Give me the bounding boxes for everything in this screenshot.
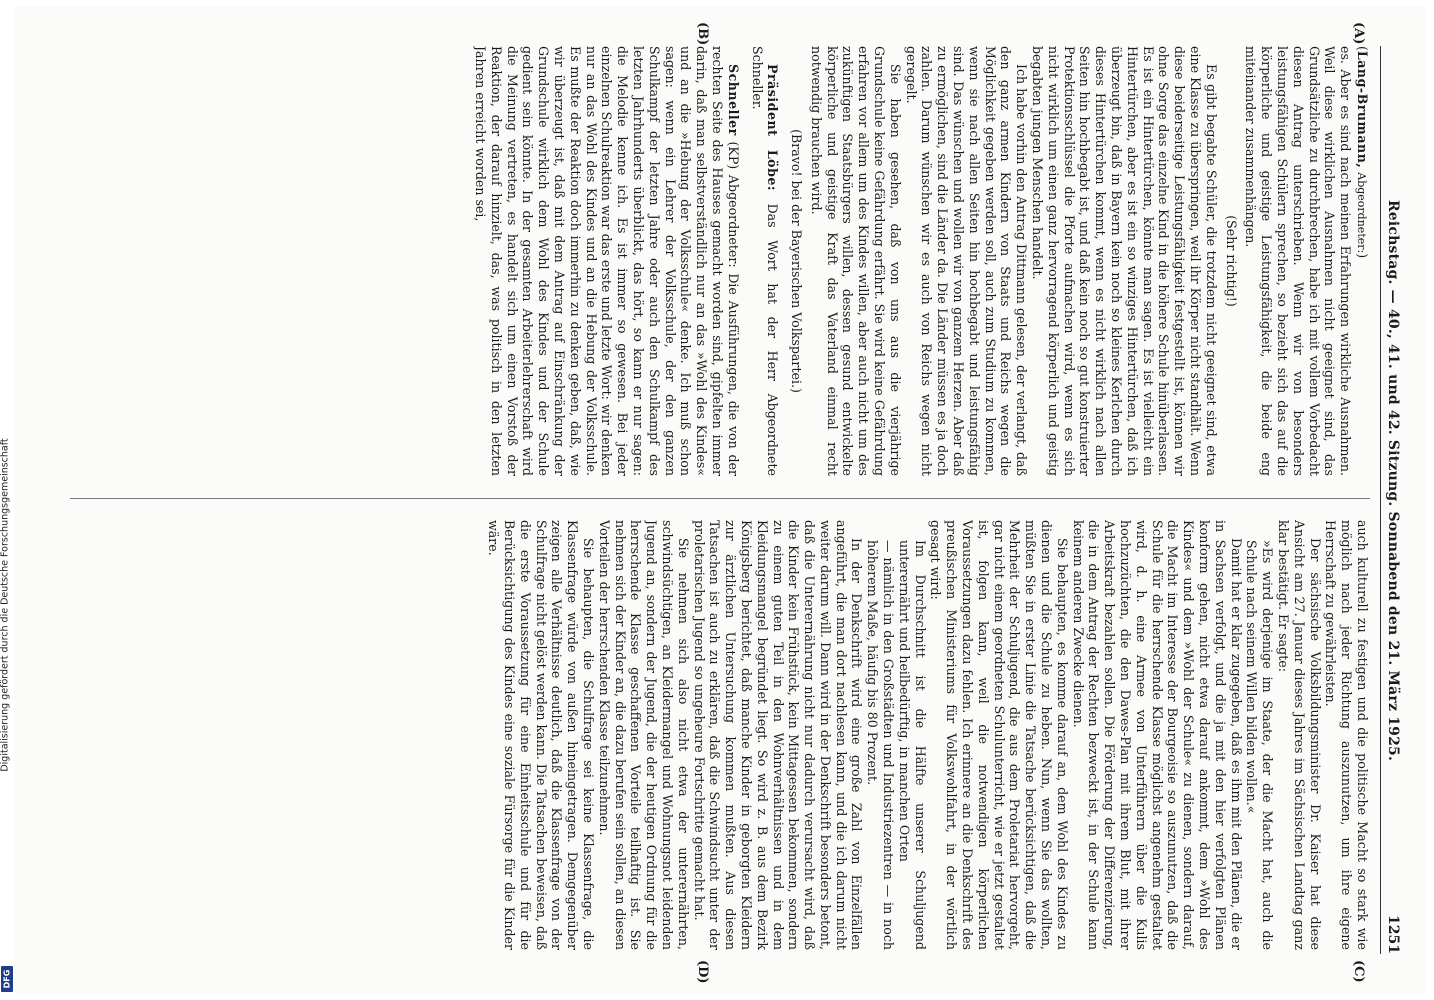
running-head: [1380, 46, 1410, 954]
quotation: »Es wird derjenige im Staate, der die Macht hat, auch die Schule nach seinem Willen bilden wollen.«: [1244, 540, 1276, 950]
paragraph: In der Denkschrift wird eine große Zahl von Einzelfällen angeführt, die man dort nachlesen kann, und die ich darum nicht weiter darum will. Dann wird in der Denkschrift besonders betont, daß die Unterernährung nicht nur dadurch verursacht wird, daß die Kinder kein Frühstück, kein Mittagessen bekommen, sondern zu einem guten Teil in den Wohnverhältnissen und in dem Kleidungsmangel begründet liegt. So wird z. B. aus dem Bezirk Königsberg berichtet, daß manche Kinder in geborgten Kleidern zur ärztlichen Untersuchung kommen mußten. Aus diesen Tatsachen ist auch zu erklären, daß die Schwindsucht unter der proletarischen Jugend so ungeheure Fortschritte gemacht hat.: [691, 520, 865, 950]
column-divider: [70, 498, 1370, 499]
header-title: Reichstag. — 40., 41. und 42. Sitzung. Sonnabend den 21. März 1925.: [1384, 199, 1401, 762]
paragraph: Sie haben gesehen, daß von uns aus die vierjährige Grundschule keine Gefährdung erfährt. Sie wird keine Gefährdung erfahren vor allem um des Kindes willen, aber auch nicht um des zukünftigen Staatsbürgers willen, dessen gesund entwickelte körperliche und geistige Kraft das Vaterland einmal recht notwendig brauchen wird.: [808, 46, 903, 476]
quotation: — nämlich in den Großstädten und Industriezentren — in noch höherem Maße, häufig bis 80 Prozent.: [865, 540, 897, 950]
paragraph: Ich habe vorhin den Antrag Dittmann gelesen, der verlangt, daß den ganz armen Kindern von Staats und Reichs wegen die Möglichkeit gegeben werden soll, auch zum Studium zu kommen, wenn sie nach allen Seiten hin hochbegabt und leistungsfähig sind. Das wünschen und wollen wir von ganzem Herzen. Aber daß zu ermöglichen, sind die Länder da. Die Länder müssen es ja doch zahlen. Darum wünschen wir es auch von Reichs wegen nicht geregelt.: [903, 46, 1030, 476]
speaker-role: Abgeordneter:: [1355, 172, 1368, 254]
speaker-line: (Lang-Brumann, Abgeordneter:): [1355, 46, 1370, 259]
margin-mark-b: (B): [695, 22, 710, 46]
scanned-page: [14, 6, 1426, 994]
speaker-name: Lang-Brumann,: [1355, 50, 1370, 169]
paragraph: auch kulturell zu festigen und die politische Macht so stark wie möglich nach jeder Richtung auszunutzen, um ihre eigene Herrschaft zu gewährleisten.: [1323, 520, 1370, 950]
page-number: 1251: [1384, 915, 1401, 954]
interjection: (Bravo! bei der Bayerischen Volkspartei.): [789, 129, 805, 393]
paragraph: Sie behaupten, es komme darauf an, dem Wohl des Kindes zu dienen und die Schule zu heben. Nun, wenn Sie das wollten, müßten Sie in erster Linie die Tatsache berücksichtigen, daß die Mehrheit der Schuljugend, die aus dem Proletariat hervorgeht, gar nicht einem geordneten Schulunterricht, wie er jetzt gestaltet ist, folgen kann, weil die notwendigen körperlichen Voraussetzungen dazu fehlen. Ich erinnere an die Denkschrift des preußischen Ministeriums für Volkswohlfahrt, in der wörtlich gesagt wird:: [928, 520, 1070, 950]
margin-mark-d: (D): [695, 960, 710, 984]
margin-mark-c: (C): [1351, 960, 1366, 983]
paragraph-text: Das Wort hat der Herr Abgeordnete Schneller.: [749, 46, 781, 476]
margin-mark-a: (A): [1351, 22, 1366, 45]
credit-text: Digitalisierung gefördert durch die Deutsche Forschungsgemeinschaft: [0, 438, 11, 772]
speaker-paragraph: [749, 46, 781, 476]
dfg-logo: [1, 966, 13, 992]
speaker-paragraph: [472, 46, 741, 476]
paragraph: Sie nehmen sich also nicht etwa der unterernährten, schwindsüchtigen, an Kleidermangel und Wohnungsnot leidenden Jugend an, sondern der Jugend, die der heutigen Ordnung für die herrschende Klasse geschaffenen Vorteile teilhaftig ist. Sie nehmen sich der Kinder an, die dazu berufen sein sollen, an diesen Vorteilen der herrschenden Klasse teilzunehmen.: [596, 520, 691, 950]
left-column: [60, 46, 1370, 476]
speaker-name: Schneller: [725, 64, 741, 136]
digitization-credit: [0, 210, 10, 1000]
rotated-newspaper-page: [30, 20, 1410, 984]
paragraph: Sie behaupten, die Schulfrage sei keine Klassenfrage, die Klassenfrage würde von außen hineingetragen. Demgegenüber zeigen alle Verhältnisse deutlich, daß die Klassenfrage von der Schulfrage nicht gelöst werden kann. Die Tatsachen beweisen, daß die erste Voraussetzung für eine Einheitsschule und für die Berücksichtigung des Kindes eine soziale Fürsorge für die Kinder wäre.: [486, 520, 596, 950]
quotation: Im Durchschnitt ist die Hälfte unserer Schuljugend unterernährt und heilbedürftig, in manchen Orten: [896, 540, 928, 950]
paragraph: Damit hat er klar zugegeben, daß es ihm mit den Plänen, die er in Sachsen verfolgt, und die ja mit den hier verfolgten Plänen konform gehen, nicht etwa darauf ankommt, dem »Wohl des Kindes« und dem »Wohl der Schule« zu dienen, sondern darauf, die Macht im Interesse der Bourgeoisie so auszunutzen, daß die Schule für die herrschende Klasse möglichst angenehm gestaltet wird, d. h. eine Armee von Unterführern über die Kulis hochzuzüchten, die den Dawes-Plan mit ihrem Blut, mit ihrer Arbeitskraft bezahlen sollen. Die Förderung der Differenzierung, die in dem Antrag der Rechten bezweckt ist, in der Schule kann keinem anderen Zwecke dienen.: [1070, 520, 1244, 950]
paragraph-text: Die Ausführungen, die von der rechten Seite des Hauses gemacht worden sind, gipfelten immer darin, daß man selbstverständlich nur an das »Wohl des Kindes« und an die »Hebung der Volksschule« denke. Ich muß schon sagen: wenn ein Lehrer der Volksschule, der den ganzen Schulkampf der letzten Jahre oder auch den Schulkampf des letzten Jahrhunderts überblickt, das hört, so kann er nur sagen: die Melodie kenne ich. Es ist immer so gewesen. Bei jeder einzelnen Schulreaktion war das erste und letzte Wort: wir denken nur an das Wohl des Kindes und an die Hebung der Volksschule. Es mußte der Reaktion doch immerhin zu denken geben, daß, wie wir überzeugt ist, daß mit dem Antrag auf Einschränkung der Grundschule wirklich dem Wohl des Kindes und der Schule gedient sein könnte. In der gesamten Arbeiterlehrerschaft wird die Meinung vertreten, es handelt sich um einen Vorstoß der Reaktion, der darauf hinzielt, das, was politisch in den letzten Jahren erreicht worden sei,: [472, 46, 741, 476]
interjection: (Sehr richtig!): [1223, 215, 1239, 307]
speaker-name: Präsident Löbe:: [765, 64, 781, 192]
paragraph: Es gibt begabte Schüler, die trotzdem nicht geeignet sind, etwa eine Klasse zu überspringen, weil ihr Körper nicht standhält. Wenn diese beiderseitige Leistungsfähigkeit festgestellt ist, können wir ohne Sorge das einzelne Kind in die höhere Schule hinüberlassen. Es ist ein Hintertürchen, könnte man sagen. Es ist vielleicht ein Hintertürchen, aber es ist ein so winziges Hintertürchen, daß ich überzeugt bin, daß in Bayern kein noch so kleines Kerlchen durch dieses Hintertürchen kommt, wenn es nicht wirklich nach allen Seiten hin hochbegabt ist, und daß kein noch so gut konstruierter Protektionsschlüssel die Pforte aufmachen wird, wenn es sich nicht wirklich um einen ganz hervorragend körperlich und geistig begabten jungen Menschen handelt.: [1030, 46, 1219, 476]
speaker-role: (KP) Abgeordneter:: [725, 141, 741, 268]
paragraph: es. Aber es sind nach meinen Erfahrungen wirkliche Ausnahmen. Weil diese wirklichen Ausnahmen nicht geeignet sind, das Grundsätzliche zu durchbrechen, habe ich mit vollem Vorbedacht diesen Antrag unterschrieben. Wenn wir von besonders leistungsfähigen Schülern sprechen, so bezieht sich das auf die körperliche und geistige Leistungsfähigkeit, die beide eng miteinander zusammenhängen.: [1243, 46, 1354, 476]
logo-text: DFG: [2, 969, 12, 989]
paragraph: Der sächsische Volksbildungsminister Dr. Kaiser hat diese Ansicht am 27. Januar dieses Jahres im Sächsischen Landtag ganz klar bestätigt. Er sagte:: [1276, 520, 1323, 950]
right-column: [60, 520, 1370, 950]
